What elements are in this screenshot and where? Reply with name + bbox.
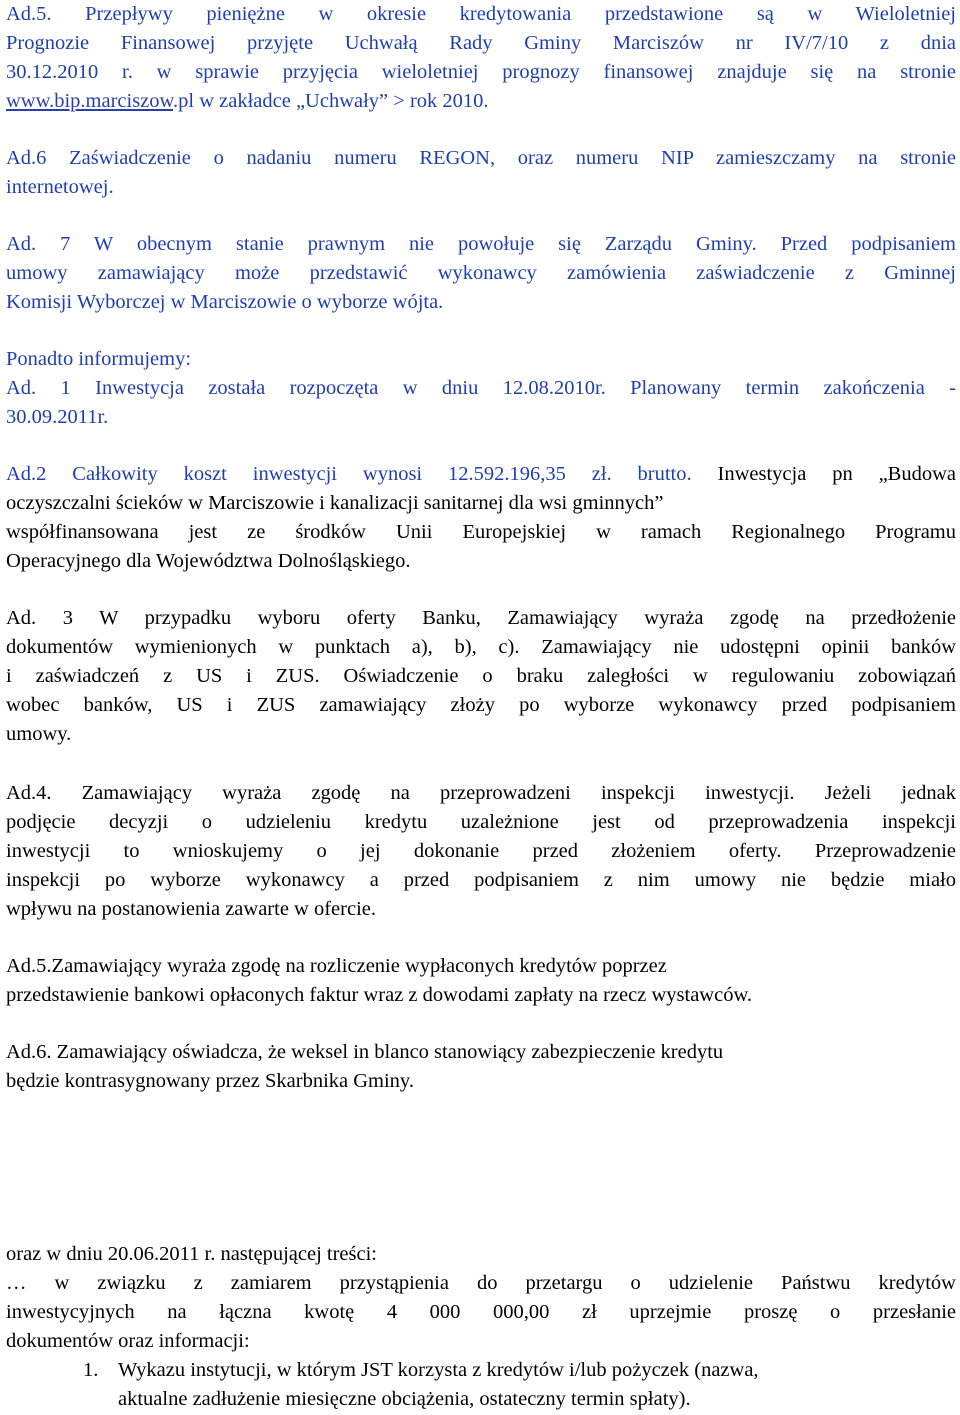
ad3-line-3: i zaświadczeń z US i ZUS. Oświadczenie o braku zaległości w regulowaniu zobowiązań [6, 665, 956, 687]
ad5-line-2: Prognozie Finansowej przyjęte Uchwałą Rady Gminy Marciszów nr IV/7/10 z dnia [6, 32, 956, 54]
ad4-line-4: inspekcji po wyborze wykonawcy a przed podpisaniem z nim umowy nie będzie miało [6, 869, 956, 891]
ad4-line-3: inwestycji to wnioskujemy o jej dokonanie przed złożeniem oferty. Przeprowadzenie [6, 840, 956, 862]
ad3-line-4: wobec banków, US i ZUS zamawiający złoży po wyborze wykonawcy przed podpisaniem [6, 694, 956, 716]
ad5-line-4-rest: .pl w zakładce „Uchwały” > rok 2010. [173, 90, 489, 112]
ad4-line-2: podjęcie decyzji o udzieleniu kredytu uzależnione jest od przeprowadzenia inspekcji [6, 811, 956, 833]
ad4-line-1: Ad.4. Zamawiający wyraża zgodę na przeprowadzeni inspekcji inwestycji. Jeżeli jednak [6, 782, 956, 804]
ad3-line-1: Ad. 3 W przypadku wyboru oferty Banku, Zamawiający wyraża zgodę na przedłożenie [6, 607, 956, 629]
ad6b-line-1: Ad.6. Zamawiający oświadcza, że weksel in blanco stanowiący zabezpieczenie kredytu [6, 1041, 724, 1063]
ad7-line-1 [6, 232, 956, 256]
ad1-line-1: Ad. 1 Inwestycja została rozpoczęta w dniu 12.08.2010r. Planowany termin zakończenia - [6, 377, 956, 399]
ad1-line-2: 30.09.2011r. [6, 406, 109, 428]
ad7-line-1-blue: Ad. 7 W obecnym stanie prawnym nie powołuje się Zarządu Gminy. [6, 233, 757, 255]
ad3-line-2: dokumentów wymienionych w punktach a), b), c). Zamawiający nie udostępni opinii banków [6, 636, 956, 658]
ad2-line-1 [6, 462, 956, 486]
ponadto-heading: Ponadto informujemy: [6, 348, 192, 370]
ad7-line-1-rest: Przed podpisaniem [756, 233, 956, 255]
ad5-line-3: 30.12.2010 r. w sprawie przyjęcia wieloletniej prognozy finansowej znajduje się na stronie [6, 61, 956, 83]
ad7-line-2: umowy zamawiający może przedstawić wykonawcy zamówienia zaświadczenie z Gminnej [6, 262, 956, 284]
closing-line-4: dokumentów oraz informacji: [6, 1330, 250, 1352]
ad7-line-3: Komisji Wyborczej w Marciszowie o wyborze wójta. [6, 291, 444, 313]
list-item-line-1: Wykazu instytucji, w którym JST korzysta z kredytów i/lub pożyczek (nazwa, [118, 1359, 759, 1381]
ad2-line-2: oczyszczalni ścieków w Marciszowie i kanalizacji sanitarnej dla wsi gminnych” [6, 492, 664, 514]
ad5b-line-1: Ad.5.Zamawiający wyraża zgodę na rozliczenie wypłaconych kredytów poprzez [6, 955, 667, 977]
ad2-line-1-rest: Inwestycja pn „Budowa [691, 463, 956, 485]
ad5-line-1: Ad.5. Przepływy pieniężne w okresie kredytowania przedstawione są w Wieloletniej [6, 3, 956, 25]
list-item-line-2: aktualne zadłużenie miesięczne obciążenia, ostateczny termin spłaty). [118, 1388, 691, 1410]
ad5-line-4 [6, 89, 489, 113]
closing-line-1: oraz w dniu 20.06.2011 r. następującej treści: [6, 1243, 377, 1265]
closing-line-3: inwestycyjnych na łączna kwotę 4 000 000,00 zł uprzejmie proszę o przesłanie [6, 1301, 956, 1323]
ad5b-line-2: przedstawienie bankowi opłaconych faktur wraz z dowodami zapłaty na rzecz wystawców. [6, 984, 753, 1006]
ad6-line-2: internetowej. [6, 176, 114, 198]
ad2-line-3: współfinansowana jest ze środków Unii Europejskiej w ramach Regionalnego Programu [6, 521, 956, 543]
bip-link[interactable]: www.bip.marciszow [6, 90, 173, 112]
ad3-line-5: umowy. [6, 723, 72, 745]
closing-line-2: … w związku z zamiarem przystąpienia do przetargu o udzielenie Państwu kredytów [6, 1272, 956, 1294]
ad6b-line-2: będzie kontrasygnowany przez Skarbnika Gminy. [6, 1070, 414, 1092]
ad6-line-1: Ad.6 Zaświadczenie o nadaniu numeru REGON, oraz numeru NIP zamieszczamy na stronie [6, 147, 956, 169]
list-item-number: 1. [83, 1359, 99, 1381]
ad2-line-4: Operacyjnego dla Województwa Dolnośląskiego. [6, 550, 411, 572]
ad2-line-1-blue: Ad.2 Całkowity koszt inwestycji wynosi 12.592.196,35 zł. brutto. [6, 463, 692, 485]
ad4-line-5: wpływu na postanowienia zawarte w ofercie. [6, 898, 376, 920]
